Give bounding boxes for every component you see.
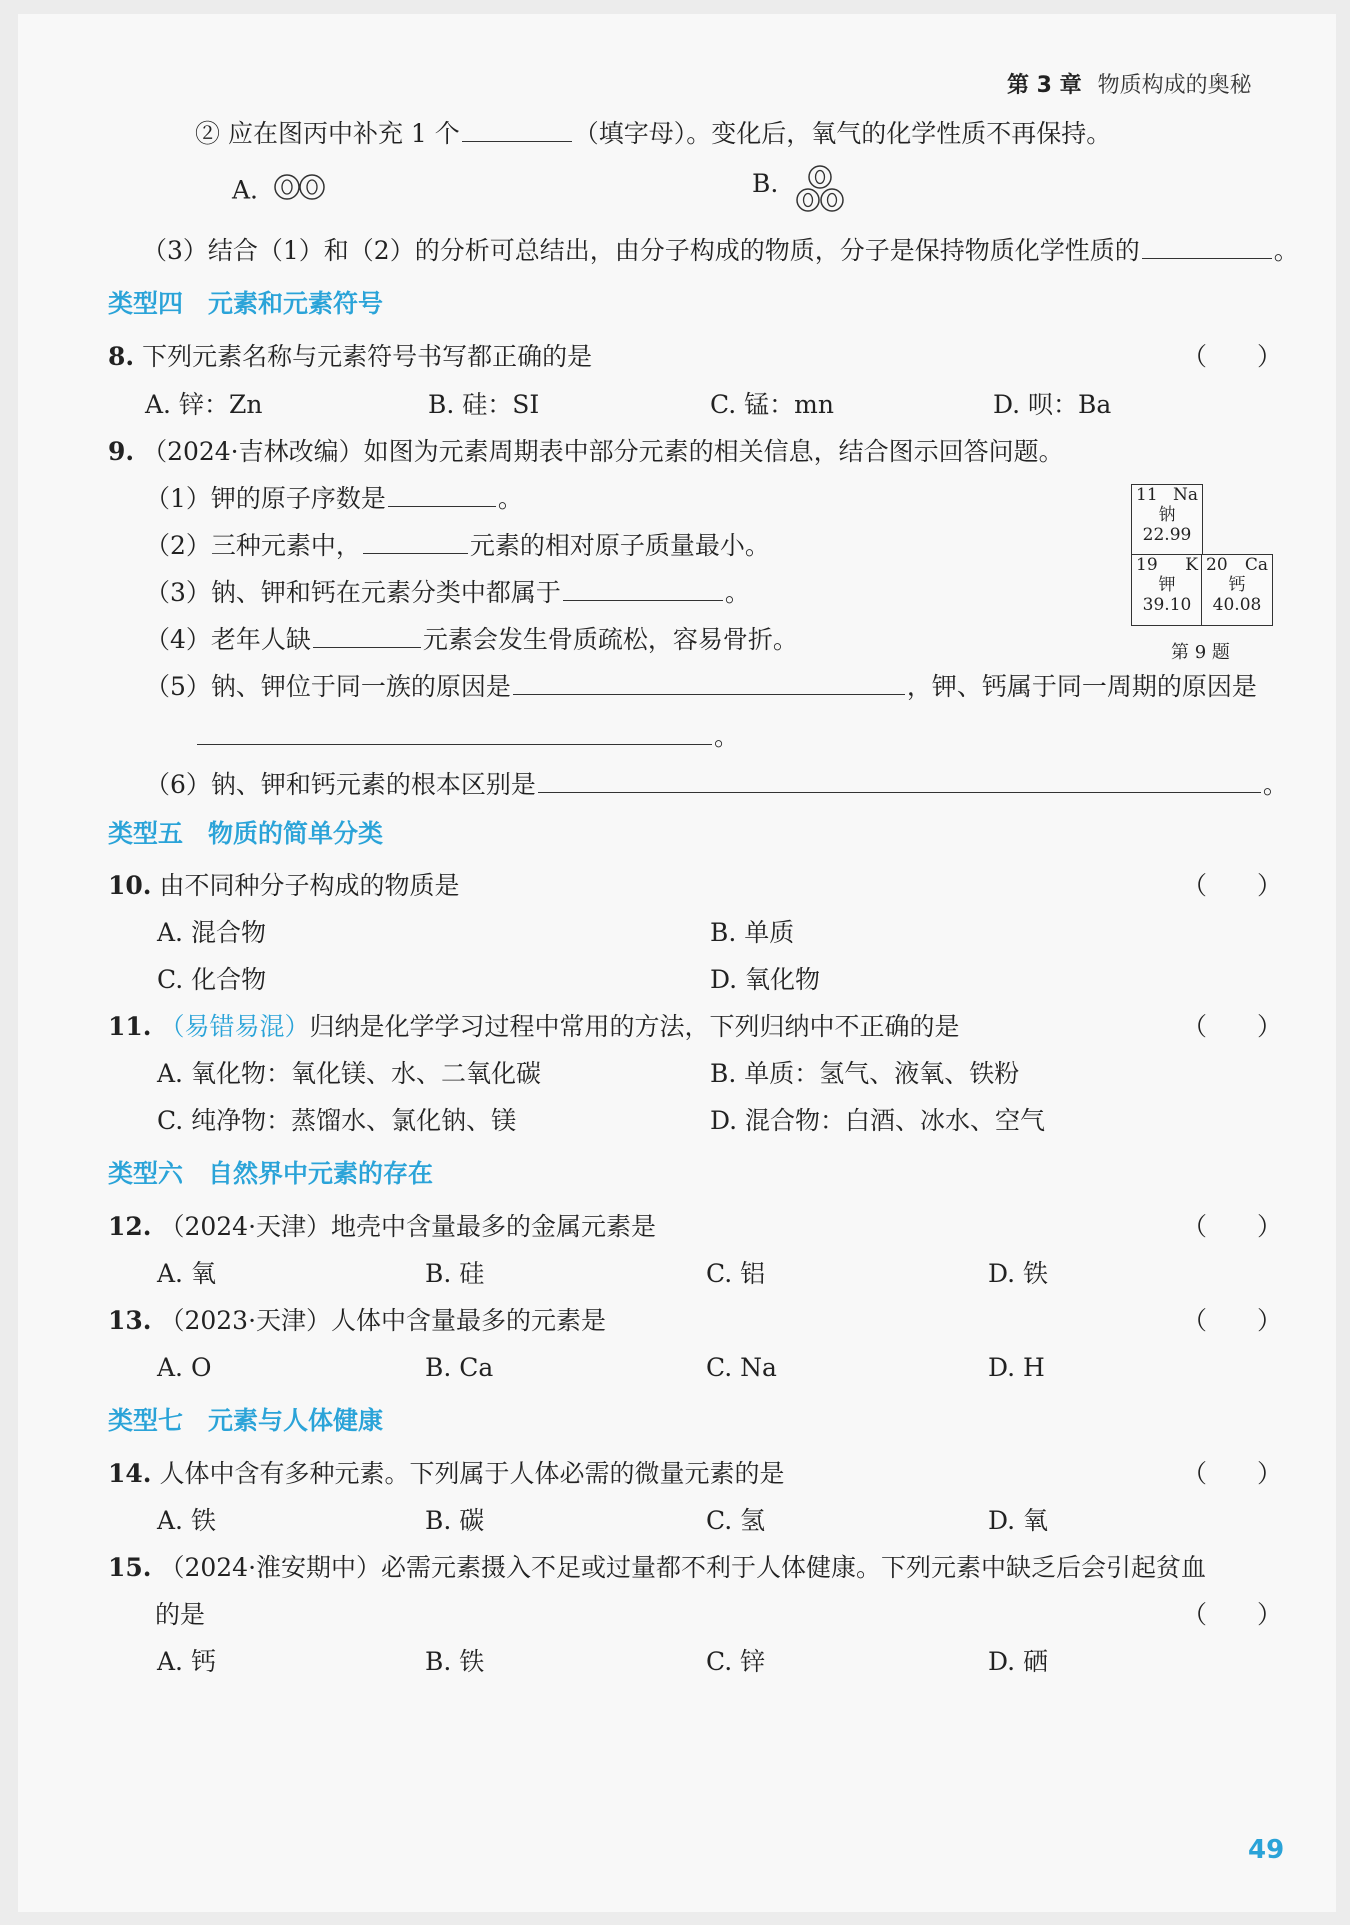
q9-sub5: （5）钠、钾位于同一族的原因是 ，钾、钙属于同一周期的原因是 (145, 668, 1257, 705)
oxygen-molecule-icon (272, 172, 330, 212)
q15-stem-cont: 的是 (155, 1600, 206, 1629)
option-b[interactable]: B. 硅 (425, 1259, 485, 1288)
option-b[interactable]: B. Ca (425, 1353, 494, 1382)
element-cell-sodium: 11 Na 钠 22.99 (1131, 484, 1203, 556)
answer-blank[interactable] (197, 718, 712, 745)
q7-option-a: A. (232, 172, 330, 212)
answer-bracket[interactable]: （ ） (1182, 1012, 1283, 1041)
q11-stem: 11. （易错易混）归纳是化学学习过程中常用的方法，下列归纳中不正确的是 (108, 1012, 960, 1041)
element-cell-calcium: 20 Ca 钙 40.08 (1201, 554, 1273, 626)
q7-part2: ② 应在图丙中补充 1 个 （填字母）。变化后，氧气的化学性质不再保持。 (195, 115, 1111, 152)
option-c[interactable]: C. 化合物 (157, 965, 267, 994)
q10-stem: 10. 由不同种分子构成的物质是 (108, 871, 460, 900)
option-c[interactable]: C. 纯净物：蒸馏水、氯化钠、镁 (157, 1106, 517, 1135)
answer-blank[interactable] (388, 480, 496, 507)
section-heading: 类型七 元素与人体健康 (108, 1406, 384, 1435)
option-b[interactable]: B. 单质：氢气、液氧、铁粉 (710, 1059, 1020, 1088)
option-d[interactable]: D. 铁 (988, 1259, 1049, 1288)
tricky-tag: （易错易混） (159, 1012, 310, 1041)
option-a[interactable]: A. 铁 (157, 1506, 216, 1535)
answer-blank[interactable] (1142, 232, 1272, 259)
option-d[interactable]: D. 氧化物 (710, 965, 821, 994)
option-b[interactable]: B. 铁 (425, 1647, 485, 1676)
answer-blank[interactable] (513, 668, 905, 695)
q9-sub4: （4）老年人缺 元素会发生骨质疏松，容易骨折。 (145, 621, 798, 658)
chapter-title: 物质构成的奥秘 (1097, 73, 1252, 98)
section-heading: 类型四 元素和元素符号 (108, 289, 384, 318)
answer-blank[interactable] (538, 766, 1261, 793)
option-c[interactable]: C. 氢 (706, 1506, 766, 1535)
q7-part3: （3）结合（1）和（2）的分析可总结出，由分子构成的物质，分子是保持物质化学性质的 。 (142, 232, 1299, 269)
periodic-table-figure (1131, 484, 1271, 628)
option-d[interactable]: D. 氧 (988, 1506, 1049, 1535)
element-cell-potassium: 19 K 钾 39.10 (1131, 554, 1203, 626)
figure-caption: 第 9 题 (1171, 642, 1230, 663)
option-a[interactable]: A. 混合物 (157, 918, 266, 947)
option-c[interactable]: C. 铝 (706, 1259, 766, 1288)
answer-bracket[interactable]: （ ） (1182, 342, 1283, 371)
option-a[interactable]: A. 氧 (157, 1259, 216, 1288)
answer-blank[interactable] (363, 527, 468, 554)
option-b[interactable]: B. 单质 (710, 918, 795, 947)
section-heading: 类型六 自然界中元素的存在 (108, 1159, 434, 1188)
q9-stem: 9. （2024·吉林改编）如图为元素周期表中部分元素的相关信息，结合图示回答问题。 (108, 437, 1064, 466)
answer-blank[interactable] (563, 574, 723, 601)
q15-stem: 15. （2024·淮安期中）必需元素摄入不足或过量都不利于人体健康。下列元素中缺乏后会引起贫血 (108, 1553, 1207, 1582)
answer-blank[interactable] (462, 115, 572, 142)
q13-stem: 13. （2023·天津）人体中含量最多的元素是 (108, 1306, 607, 1335)
option-a[interactable]: A. O (157, 1353, 212, 1382)
page-number: 49 (1248, 1835, 1285, 1865)
option-a[interactable]: A. 钙 (157, 1647, 216, 1676)
answer-bracket[interactable]: （ ） (1182, 1306, 1283, 1335)
answer-blank[interactable] (313, 621, 421, 648)
option-a[interactable]: A. 锌：Zn (145, 390, 263, 419)
option-d[interactable]: D. 硒 (988, 1647, 1049, 1676)
q7-option-b: B. (752, 166, 852, 228)
answer-bracket[interactable]: （ ） (1182, 1212, 1283, 1241)
section-heading: 类型五 物质的简单分类 (108, 819, 384, 848)
option-c[interactable]: C. 锌 (706, 1647, 766, 1676)
q9-sub5-cont: 。 (195, 718, 739, 755)
q9-sub1: （1）钾的原子序数是 。 (145, 480, 523, 517)
option-d[interactable]: D. 呗：Ba (993, 390, 1112, 419)
answer-bracket[interactable]: （ ） (1182, 871, 1283, 900)
option-b[interactable]: B. 硅：SI (428, 390, 540, 419)
chapter-label: 第 3 章 (1007, 73, 1082, 98)
option-d[interactable]: D. H (988, 1353, 1045, 1382)
answer-bracket[interactable]: （ ） (1182, 1459, 1283, 1488)
option-d[interactable]: D. 混合物：白酒、冰水、空气 (710, 1106, 1046, 1135)
q8-stem: 8. 下列元素名称与元素符号书写都正确的是 (108, 342, 593, 371)
option-a[interactable]: A. 氧化物：氧化镁、水、二氧化碳 (157, 1059, 541, 1088)
q9-sub6: （6）钠、钾和钙元素的根本区别是 。 (145, 766, 1288, 803)
q14-stem: 14. 人体中含有多种元素。下列属于人体必需的微量元素的是 (108, 1459, 785, 1488)
option-c[interactable]: C. Na (706, 1353, 777, 1382)
answer-bracket[interactable]: （ ） (1182, 1600, 1283, 1629)
q12-stem: 12. （2024·天津）地壳中含量最多的金属元素是 (108, 1212, 657, 1241)
option-c[interactable]: C. 锰：mn (710, 390, 834, 419)
option-b[interactable]: B. 碳 (425, 1506, 485, 1535)
q9-sub2: （2）三种元素中， 元素的相对原子质量最小。 (145, 527, 770, 564)
page-header (1007, 68, 1252, 99)
ozone-molecule-icon (792, 164, 852, 226)
q9-sub3: （3）钠、钾和钙在元素分类中都属于 。 (145, 574, 750, 611)
